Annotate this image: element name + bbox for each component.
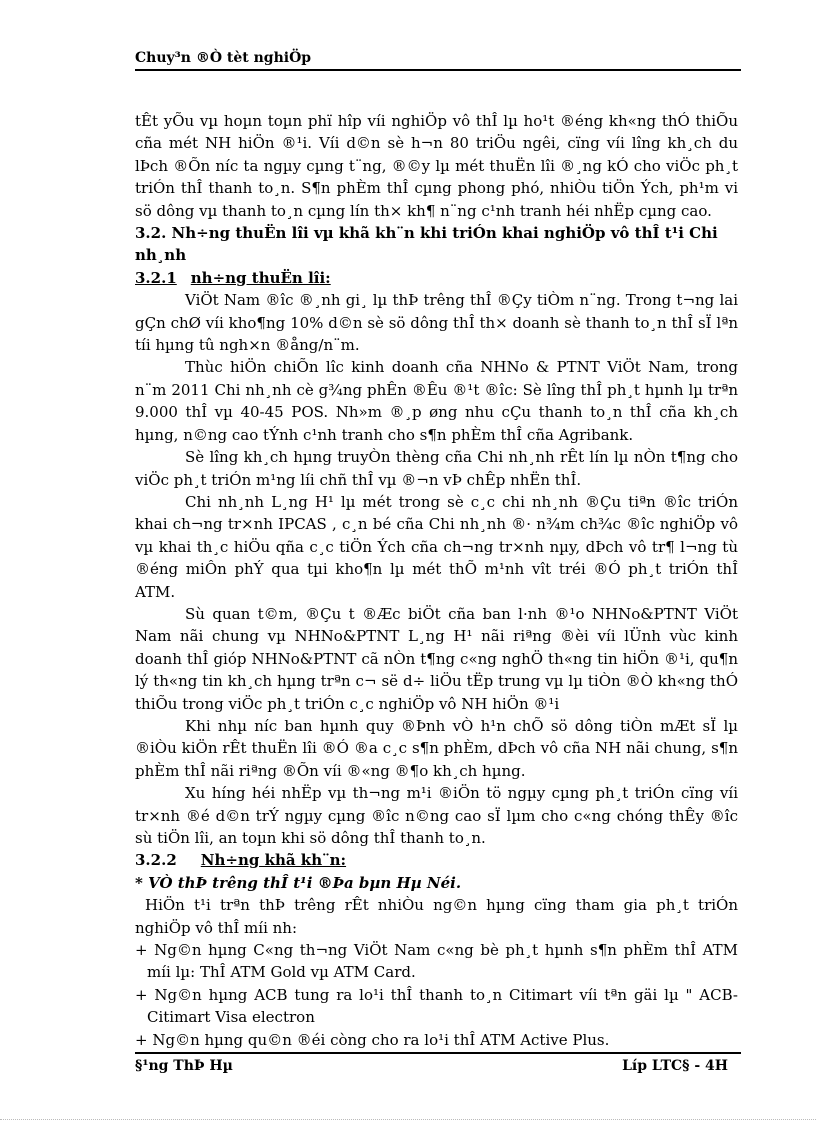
bullet-item: + Ng©n hµng ACB tung ra lo¹i thÎ thanh to¸n Citimart víi tªn gäi lµ " ACB-Citimart Visa electron	[135, 985, 738, 1027]
bullet-item: + Ng©n hµng C«ng th¬ng ViÖt Nam c«ng bè ph¸t hµnh s¶n phÈm thÎ ATM míi lµ: ThÎ ATM Gold vµ ATM Card.	[135, 941, 738, 982]
subheading-title: nh÷ng thuËn lîi:	[190, 268, 331, 287]
paragraph: Chi nh¸nh L¸ng H¹ lµ mét trong sè c¸c chi nh¸nh ®Çu tiªn ®îc triÓn khai ch¬ng tr×nh IPCAS , c¸n bé cña Chi nh¸nh ®· n¾m ch¾c ®îc nghiÖp vô vµ khai th¸c hiÖu qña c¸c tiÖn Ých cña ch¬ng tr×nh nµy, dÞch vô tr¶ l¬ng tù ®éng miÔn phÝ qua tµi kho¶n lµ mét thÕ m¹nh vît tréi ®Ó ph¸t triÓn thÎ ATM.	[135, 492, 738, 601]
market-heading: * VÒ thÞ trêng thÎ t¹i ®Þa bµn Hµ Néi.	[135, 873, 462, 892]
intro-paragraph: tÊt yÕu vµ hoµn toµn phï hîp víi nghiÖp vô thÎ lµ ho¹t ®éng kh«ng thÓ thiÕu cña mét NH hiÖn ®¹i. Víi d©n sè h¬n 80 triÖu ngêi, cïng víi lîng kh¸ch du lÞch ®Õn níc ta ngµy cµng t¨ng, ®©y lµ mét thuËn lîi ®¸ng kÓ cho viÖc ph¸t triÓn thÎ thanh to¸n. S¶n phÈm thÎ cµng phong phó, nhiÒu tiÖn Ých, ph¹m vi sö dông vµ thanh to¸n cµng lín th× kh¶ n¨ng c¹nh tranh héi nhËp cµng cao.	[135, 112, 738, 220]
header-title: Chuy³n ®Ò tèt nghiÖp	[135, 50, 312, 66]
subheading-number: 3.2.2	[135, 851, 177, 870]
paragraph: Xu híng héi nhËp vµ th¬ng m¹i ®iÖn tö ngµy cµng ph¸t triÓn cïng víi tr×nh ®é d©n trÝ ngµy cµng ®îc n©ng cao sÏ lµm cho c«ng chóng thÊy ®îc sù tiÖn lîi, an toµn khi sö dông thÎ thanh to¸n.	[135, 784, 738, 847]
footer-class: Líp LTC§ - 4H	[622, 1058, 728, 1074]
paragraph: Khi nhµ níc ban hµnh quy ®Þnh vÒ h¹n chÕ sö dông tiÒn mÆt sÏ lµ ®iÒu kiÖn rÊt thuËn lîi ®Ó ®a c¸c s¶n phÈm, dÞch vô cña NH nãi chung, s¶n phÈm thÎ nãi riªng ®Õn víi ®«ng ®¶o kh¸ch hµng.	[135, 716, 738, 780]
paragraph: Thùc hiÖn chiÕn lîc kinh doanh cña NHNo & PTNT ViÖt Nam, trong n¨m 2011 Chi nh¸nh cè g¾ng phÊn ®Êu ®¹t ®îc: Sè lîng thÎ ph¸t hµnh lµ trªn 9.000 thÎ vµ 40-45 POS. Nh»m ®¸p øng nhu cÇu thanh to¸n thÎ cña kh¸ch hµng, n©ng cao tÝnh c¹nh tranh cho s¶n phÈm thÎ cña Agribank.	[135, 358, 738, 444]
subheading-number: 3.2.1	[135, 268, 177, 287]
footer-divider	[135, 1052, 741, 1054]
paragraph: Sè lîng kh¸ch hµng truyÒn thèng cña Chi nh¸nh rÊt lín lµ nÒn t¶ng cho viÖc ph¸t triÓn m¹ng líi chñ thÎ vµ ®¬n vÞ chÊp nhËn thÎ.	[135, 448, 738, 489]
document-body	[135, 110, 738, 1051]
footer-author: §¹ng ThÞ Hµ	[135, 1058, 233, 1074]
paragraph: ViÖt Nam ®îc ®¸nh gi¸ lµ thÞ trêng thÎ ®Çy tiÒm n¨ng. Trong t¬ng lai gÇn chØ víi kho¶ng 10% d©n sè sö dông thÎ th× doanh sè thanh to¸n thÎ sÏ lªn tíi hµng tû ngh×n ®ång/n¨m.	[135, 291, 738, 355]
subheading-advantages	[135, 267, 738, 289]
header-divider	[135, 69, 741, 71]
page-edge-divider	[0, 1119, 816, 1120]
paragraph: Sù quan t©m, ®Çu t ®Æc biÖt cña ban l·nh ®¹o NHNo&PTNT ViÖt Nam nãi chung vµ NHNo&PTNT L¸ng H¹ nãi riªng ®èi víi lÜnh vùc kinh doanh thÎ gióp NHNo&PTNT cã nÒn t¶ng c«ng nghÖ th«ng tin hiÖn ®¹i, qu¶n lý th«ng tin kh¸ch hµng trªn c¬ së d÷ liÖu tËp trung vµ lµ tiÒn ®Ò kh«ng thÓ thiÕu trong viÖc ph¸t triÓn c¸c nghiÖp vô NH hiÖn ®¹i	[135, 604, 738, 713]
subheading-title: Nh÷ng khã kh¨n:	[200, 851, 347, 870]
subheading-difficulties	[135, 849, 738, 871]
page-header	[135, 50, 740, 66]
bullet-item: + Ng©n hµng qu©n ®éi còng cho ra lo¹i thÎ ATM Active Plus.	[135, 1030, 610, 1049]
market-intro: HiÖn t¹i trªn thÞ trêng rÊt nhiÒu ng©n hµng cïng tham gia ph¸t triÓn nghiÖp vô thÎ míi nh:	[135, 896, 738, 937]
section-heading: 3.2. Nh÷ng thuËn lîi vµ khã kh¨n khi triÓn khai nghiÖp vô thÎ t¹i Chi nh¸nh	[135, 224, 718, 265]
